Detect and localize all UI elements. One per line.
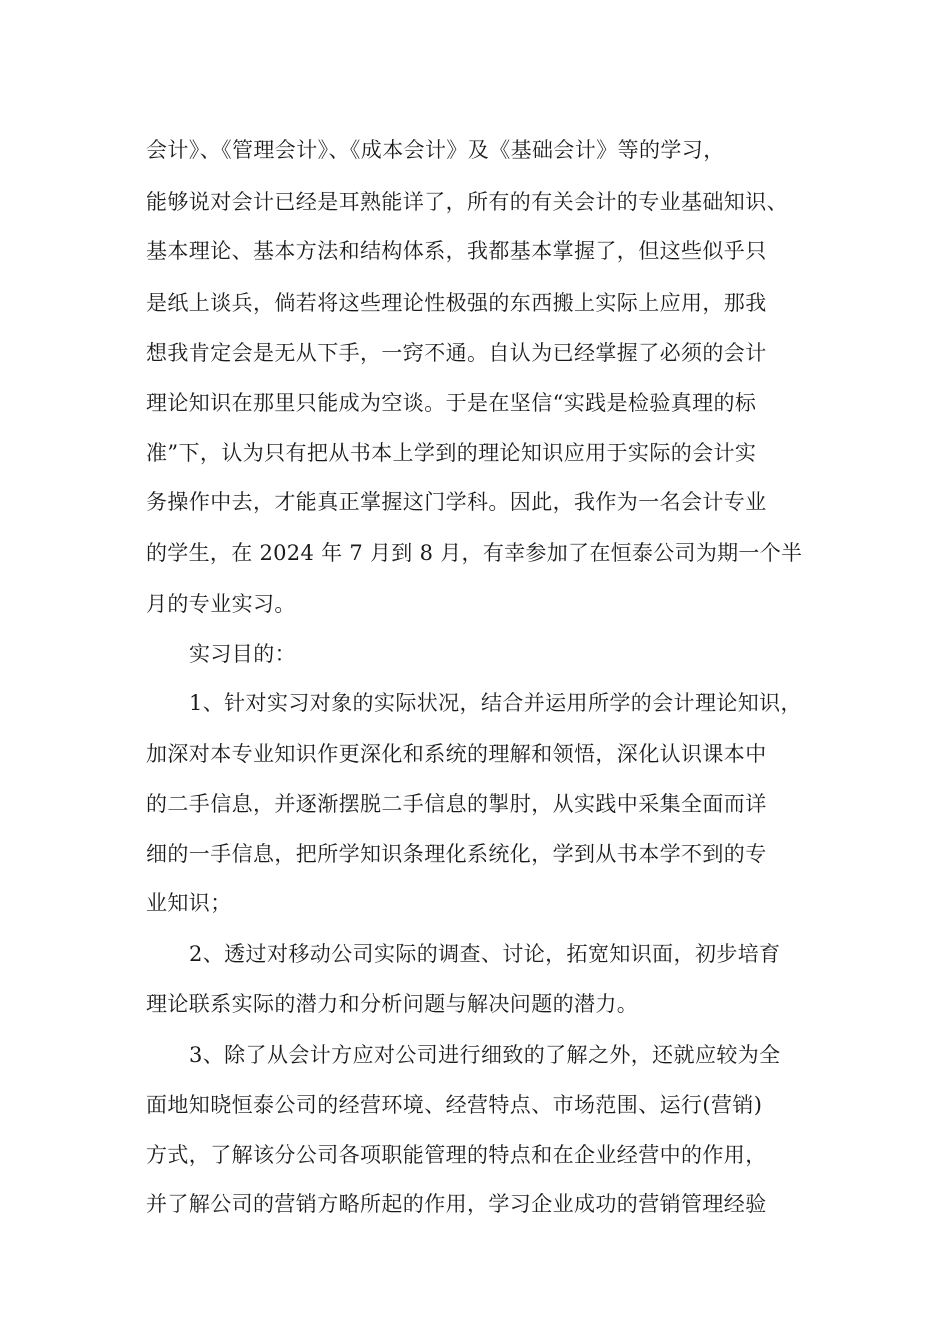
text-line: 理论联系实际的潜力和分析问题与解决问题的潜力。 bbox=[146, 992, 639, 1016]
text-line: 方式，了解该分公司各项职能管理的特点和在企业经营中的作用， bbox=[146, 1143, 767, 1167]
text-line: 想我肯定会是无从下手，一窍不通。自认为已经掌握了必须的会计 bbox=[146, 341, 767, 365]
text-line: 加深对本专业知识作更深化和系统的理解和领悟，深化认识课本中 bbox=[146, 742, 767, 766]
text-line: 并了解公司的营销方略所起的作用，学习企业成功的营销管理经验 bbox=[146, 1192, 767, 1216]
text-line: 的二手信息，并逐渐摆脱二手信息的掣肘，从实践中采集全面而详 bbox=[146, 792, 767, 816]
text-line: 1、针对实习对象的实际状况，结合并运用所学的会计理论知识， bbox=[189, 691, 802, 715]
text-line: 业知识； bbox=[146, 891, 232, 915]
text-line: 3、除了从会计方应对公司进行细致的了解之外，还就应较为全 bbox=[189, 1043, 781, 1067]
text-line: 细的一手信息，把所学知识条理化系统化，学到从书本学不到的专 bbox=[146, 842, 767, 866]
text-line: 的学生，在 2024 年 7 月到 8 月，有幸参加了在恒泰公司为期一个半 bbox=[146, 541, 803, 565]
text-line: 理论知识在那里只能成为空谈。于是在坚信“实践是检验真理的标 bbox=[146, 391, 757, 415]
text-line: 基本理论、基本方法和结构体系，我都基本掌握了，但这些似乎只 bbox=[146, 239, 767, 263]
text-line: 务操作中去，才能真正掌握这门学科。因此，我作为一名会计专业 bbox=[146, 490, 767, 514]
text-line: 能够说对会计已经是耳熟能详了，所有的有关会计的专业基础知识、 bbox=[146, 190, 788, 214]
text-line: 会计》、《管理会计》、《成本会计》及《基础会计》等的学习， bbox=[146, 138, 725, 162]
text-line: 面地知晓恒泰公司的经营环境、经营特点、市场范围、运行(营销) bbox=[146, 1093, 763, 1117]
text-line: 月的专业实习。 bbox=[146, 592, 296, 616]
section-heading: 实习目的： bbox=[189, 642, 296, 666]
text-line: 准”下，认为只有把从书本上学到的理论知识应用于实际的会计实 bbox=[146, 441, 757, 465]
text-line: 是纸上谈兵，倘若将这些理论性极强的东西搬上实际上应用，那我 bbox=[146, 291, 767, 315]
text-line: 2、透过对移动公司实际的调查、讨论，拓宽知识面，初步培育 bbox=[189, 942, 781, 966]
